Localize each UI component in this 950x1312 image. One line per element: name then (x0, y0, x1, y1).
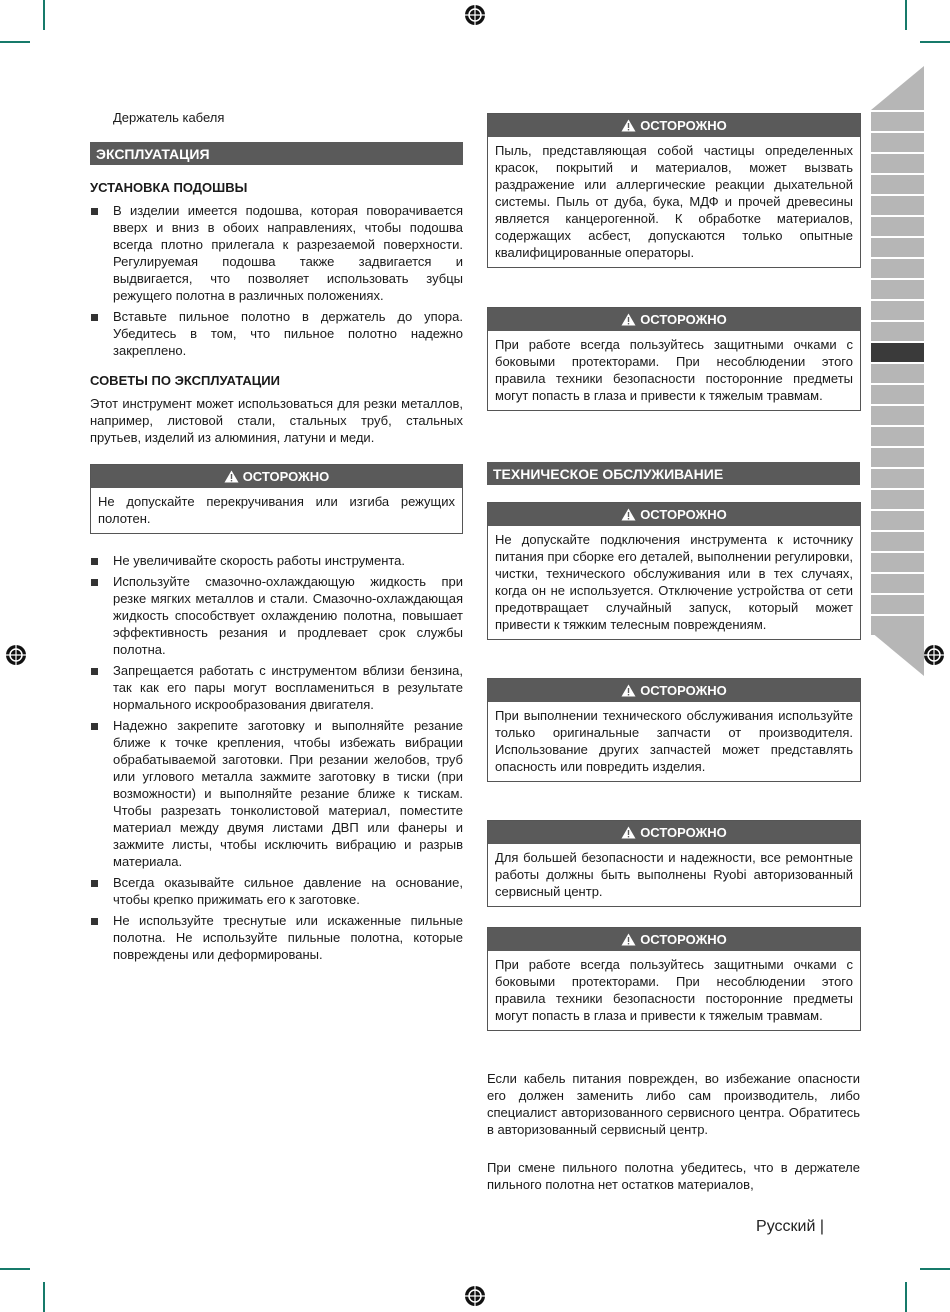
registration-mark-icon (463, 1284, 487, 1308)
warning-title: ОСТОРОЖНО (640, 507, 727, 522)
crop-mark (920, 41, 950, 43)
warning-header (488, 308, 860, 331)
crop-mark (43, 0, 45, 30)
footer-language: Русский | (756, 1218, 824, 1235)
warning-title: ОСТОРОЖНО (640, 825, 727, 840)
warning-box (487, 820, 861, 907)
warning-box (487, 502, 861, 640)
side-tab (871, 322, 924, 341)
list-item: В изделии имеется подошва, которая поворачивается вверх и вниз в обоих направлениях, чтобы подошва всегда плотно прилегала к разрезаемой поверхности. Регулируемая подошва также задвигается и выдвигается, что позволяет использовать зубцы режущего полотна в различных положениях. (90, 202, 463, 304)
warning-header (91, 465, 462, 488)
warning-header (488, 821, 860, 844)
warning-text: Не допускайте перекручивания или изгиба режущих полотен. (98, 494, 455, 526)
registration-mark-icon (4, 643, 28, 667)
warning-header (488, 679, 860, 702)
warning-triangle-icon (621, 508, 636, 521)
side-tab (871, 490, 924, 509)
side-tab (871, 448, 924, 467)
list-item: Запрещается работать с инструментом вблизи бензина, так как его пары могут воспламениться в результате нормального искрообразования двигателя. (90, 662, 463, 713)
section-header: ЭКСПЛУАТАЦИЯ (90, 142, 463, 165)
warning-text: При выполнении технического обслуживания используйте только оригинальные запчасти от производителя. Использование других запчастей может представлять опасность или повредить изделия. (495, 708, 853, 774)
list-item: Не используйте треснутые или искаженные пильные полотна. Не используйте пильные полотна, которые повреждены или деформированы. (90, 912, 463, 963)
warning-text: Не допускайте подключения инструмента к источнику питания при сборке его деталей, выполнении регулировки, чистки, технического обслуживания или в тех случаях, когда он не используется. Отключение устройства от сети предотвращает случайный запуск, который может привести к тяжким телесным повреждениям. (495, 532, 853, 632)
side-tab (871, 196, 924, 215)
warning-text: Для большей безопасности и надежности, все ремонтные работы должны быть выполнены Ryobi авторизованный сервисный центр. (495, 850, 853, 899)
side-tab (871, 532, 924, 551)
warning-header (488, 503, 860, 526)
section-header: ТЕХНИЧЕСКОЕ ОБСЛУЖИВАНИЕ (487, 462, 860, 485)
subheading: СОВЕТЫ ПО ЭКСПЛУАТАЦИИ (90, 373, 280, 388)
warning-triangle-icon (621, 684, 636, 697)
warning-text: Пыль, представляющая собой частицы определенных красок, покрытий и материалов, может вызвать раздражение или аллергические реакции дыхательной системы. Пыль от дуба, бука, МДФ и прочей древесины является канцерогенной. К обработке материалов, содержащих асбест, допускаются только опытные квалифицированные операторы. (495, 143, 853, 260)
crop-mark (43, 1282, 45, 1312)
side-tab (871, 217, 924, 236)
warning-triangle-icon (621, 933, 636, 946)
list-item: Надежно закрепите заготовку и выполняйте резание ближе к точке крепления, чтобы избежать вибрации обрабатываемой заготовки. При резании желобов, труб или углового металла зажмите заготовку в тиски (при возможности) и выполняйте резание ближе к тискам. Чтобы разрезать тонколистовой материал, поместите материал между двумя листами ДВП или фанеры и зажмите листы, чтобы исключить вибрацию и разрыв материала. (90, 717, 463, 870)
paragraph: Если кабель питания поврежден, во избежание опасности его должен заменить либо сам производитель, либо специалист авторизованного сервисного центра. Обратитесь в авторизованный сервисный центр. (487, 1071, 860, 1137)
paragraph: Этот инструмент может использоваться для резки металлов, например, листовой стали, стальных труб, стальных прутьев, изделий из алюминия, латуни и меди. (90, 396, 463, 445)
crop-mark (0, 41, 30, 43)
side-tab (871, 175, 924, 194)
crop-mark (0, 1268, 30, 1270)
side-tab (871, 469, 924, 488)
warning-header (488, 928, 860, 951)
list-item: Используйте смазочно-охлаждающую жидкость при резке мягких металлов и стали. Смазочно-охлаждающая жидкость способствует охлаждению полотна, повышает эффективность резания и продлевает срок службы полотна. (90, 573, 463, 658)
side-tab (871, 154, 924, 173)
bullet-list (90, 552, 463, 963)
side-tab (871, 364, 924, 383)
side-tab (871, 259, 924, 278)
registration-mark-icon (463, 3, 487, 27)
warning-box (90, 464, 463, 534)
side-tab (871, 511, 924, 530)
warning-triangle-icon (621, 826, 636, 839)
side-tab (871, 427, 924, 446)
side-tab (871, 385, 924, 404)
crop-mark (920, 1268, 950, 1270)
registration-mark-icon (922, 643, 946, 667)
side-tab (871, 238, 924, 257)
bullet-list (90, 202, 463, 359)
warning-title: ОСТОРОЖНО (242, 469, 330, 484)
side-tab (871, 406, 924, 425)
side-tab (871, 574, 924, 593)
side-tab (871, 553, 924, 572)
warning-box (487, 927, 861, 1031)
intro-text: Держатель кабеля (113, 110, 225, 125)
list-item: Всегда оказывайте сильное давление на основание, чтобы крепко прижимать его к заготовке. (90, 874, 463, 908)
warning-title: ОСТОРОЖНО (640, 932, 727, 947)
side-tab (871, 301, 924, 320)
list-item: Вставьте пильное полотно в держатель до упора. Убедитесь в том, что пильное полотно надежно закреплено. (90, 308, 463, 359)
warning-triangle-icon (621, 313, 636, 326)
subheading: УСТАНОВКА ПОДОШВЫ (90, 180, 248, 195)
warning-box (487, 113, 861, 268)
warning-header (488, 114, 860, 137)
side-tab (871, 595, 924, 614)
paragraph: При смене пильного полотна убедитесь, что в держателе пильного полотна нет остатков материалов, (487, 1160, 860, 1192)
side-tab (871, 133, 924, 152)
warning-text: При работе всегда пользуйтесь защитными очками с боковыми протекторами. При несоблюдении этого правила техники безопасности посторонние предметы могут попасть в глаза и привести к тяжелым травмам. (495, 957, 853, 1023)
warning-title: ОСТОРОЖНО (640, 312, 727, 327)
warning-title: ОСТОРОЖНО (640, 683, 727, 698)
crop-mark (905, 1282, 907, 1312)
warning-box (487, 678, 861, 782)
warning-triangle-icon (621, 119, 636, 132)
warning-triangle-icon (224, 470, 239, 483)
warning-title: ОСТОРОЖНО (640, 118, 727, 133)
side-tab (871, 280, 924, 299)
side-tab-active (871, 343, 924, 362)
warning-text: При работе всегда пользуйтесь защитными очками с боковыми протекторами. При несоблюдении этого правила техники безопасности посторонние предметы могут попасть в глаза и привести к тяжелым травмам. (495, 337, 853, 403)
side-tab (871, 112, 924, 131)
list-item: Не увеличивайте скорость работы инструмента. (90, 552, 463, 569)
side-tab (871, 616, 924, 635)
warning-box (487, 307, 861, 411)
left-column (90, 109, 463, 967)
crop-mark (905, 0, 907, 30)
